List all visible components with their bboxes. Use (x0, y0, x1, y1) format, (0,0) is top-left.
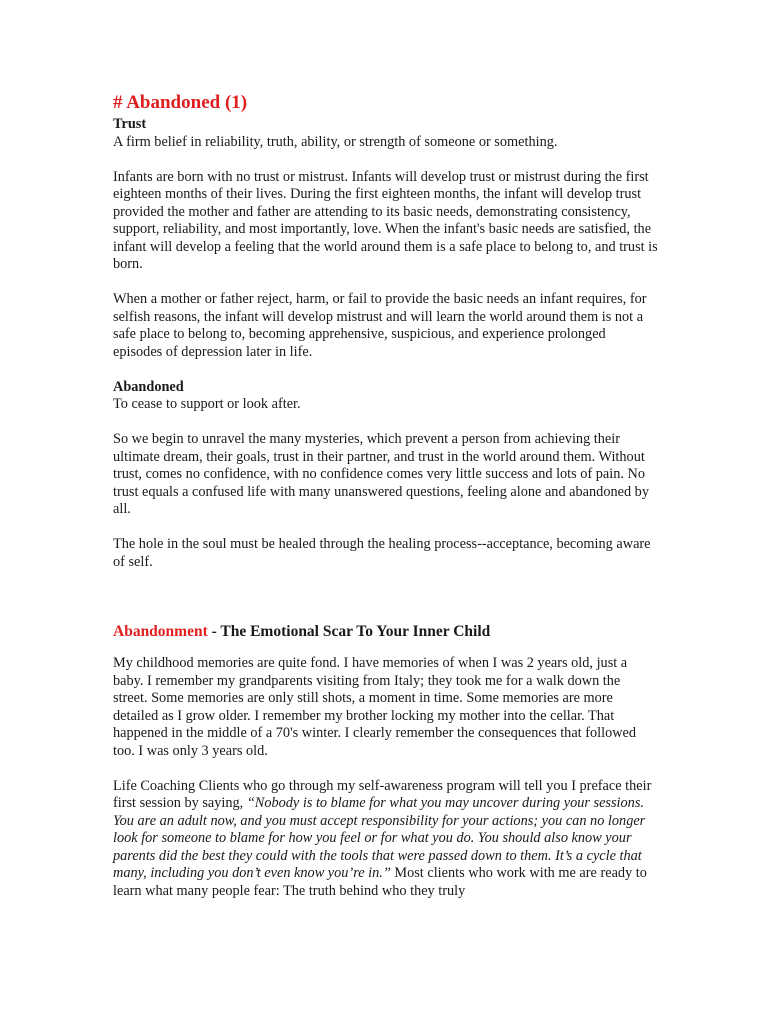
paragraph-childhood-memories: My childhood memories are quite fond. I have memories of when I was 2 years old, just a baby. I remember my grandparents visiting from Italy; they took me for a walk down the street. Some memories are only still shots, a moment in time. Some memories are more detailed as I grow older. I remember my brother locking my mother into the cellar. That happened in the middle of a 70's winter. I clearly remember the consequences that followed too. I was only 3 years old. (113, 655, 637, 759)
definition-trust: A firm belief in reliability, truth, ability, or strength of someone or something. (113, 133, 558, 150)
paragraph-healing: The hole in the soul must be healed through the healing process--acceptance, becoming aware of self. (113, 536, 651, 570)
term-abandoned: Abandoned (113, 378, 184, 395)
para2-end: Most clients who work with me are ready to learn what many people fear: The truth behind who they truly (113, 865, 647, 899)
para2-quote: “Nobody is to blame for what you may uncover during your sessions. You are an adult now, and you must accept responsibility for your actions; you can no longer look for someone to blame for how you feel or for what you do. You should also know your parents did the best they could with the tools that were passed down to them. It’s a cycle that many, including you don’t even know you’re in.” (113, 795, 646, 881)
term-trust: Trust (113, 116, 147, 132)
section-heading-abandoned: # Abandoned (1) (113, 92, 248, 113)
paragraph-trust-development: Infants are born with no trust or mistrust. Infants will develop trust or mistrust during the first eighteen months of their lives. During the first eighteen months, the infant will develop trust provided the mother and father are attending to its basic needs, demonstrating consistency, support, reliability, and most importantly, love. When the infant's basic needs are satisfied, the infant will develop a feeling that the world around them is a safe place to belong to, and trust is born. (113, 168, 658, 272)
document-page (113, 92, 658, 900)
heading-red-part: Abandonment (113, 623, 208, 640)
section-heading-abandonment (113, 622, 658, 641)
paragraph-life-coaching (113, 778, 658, 901)
paragraph-mysteries: So we begin to unravel the many mysteries, which prevent a person from achieving their ultimate dream, their goals, trust in their partner, and trust in the world around them. Without trust, comes no confidence, with no confidence comes very little success and lots of pain. No trust equals a confused life with many unanswered questions, feeling alone and abandoned by all. (113, 431, 649, 517)
heading-rest-part: - The Emotional Scar To Your Inner Child (207, 623, 491, 640)
paragraph-mistrust: When a mother or father reject, harm, or fail to provide the basic needs an infant requires, for selfish reasons, the infant will develop mistrust and will learn the world around them is not a safe place to belong to, becoming apprehensive, suspicious, and experience prolonged episodes of depression later in life. (113, 291, 647, 360)
para2-start: Life Coaching Clients who go through my self-awareness program will tell you I preface their first session by saying, (113, 777, 652, 811)
definition-abandoned: To cease to support or look after. (113, 396, 301, 412)
